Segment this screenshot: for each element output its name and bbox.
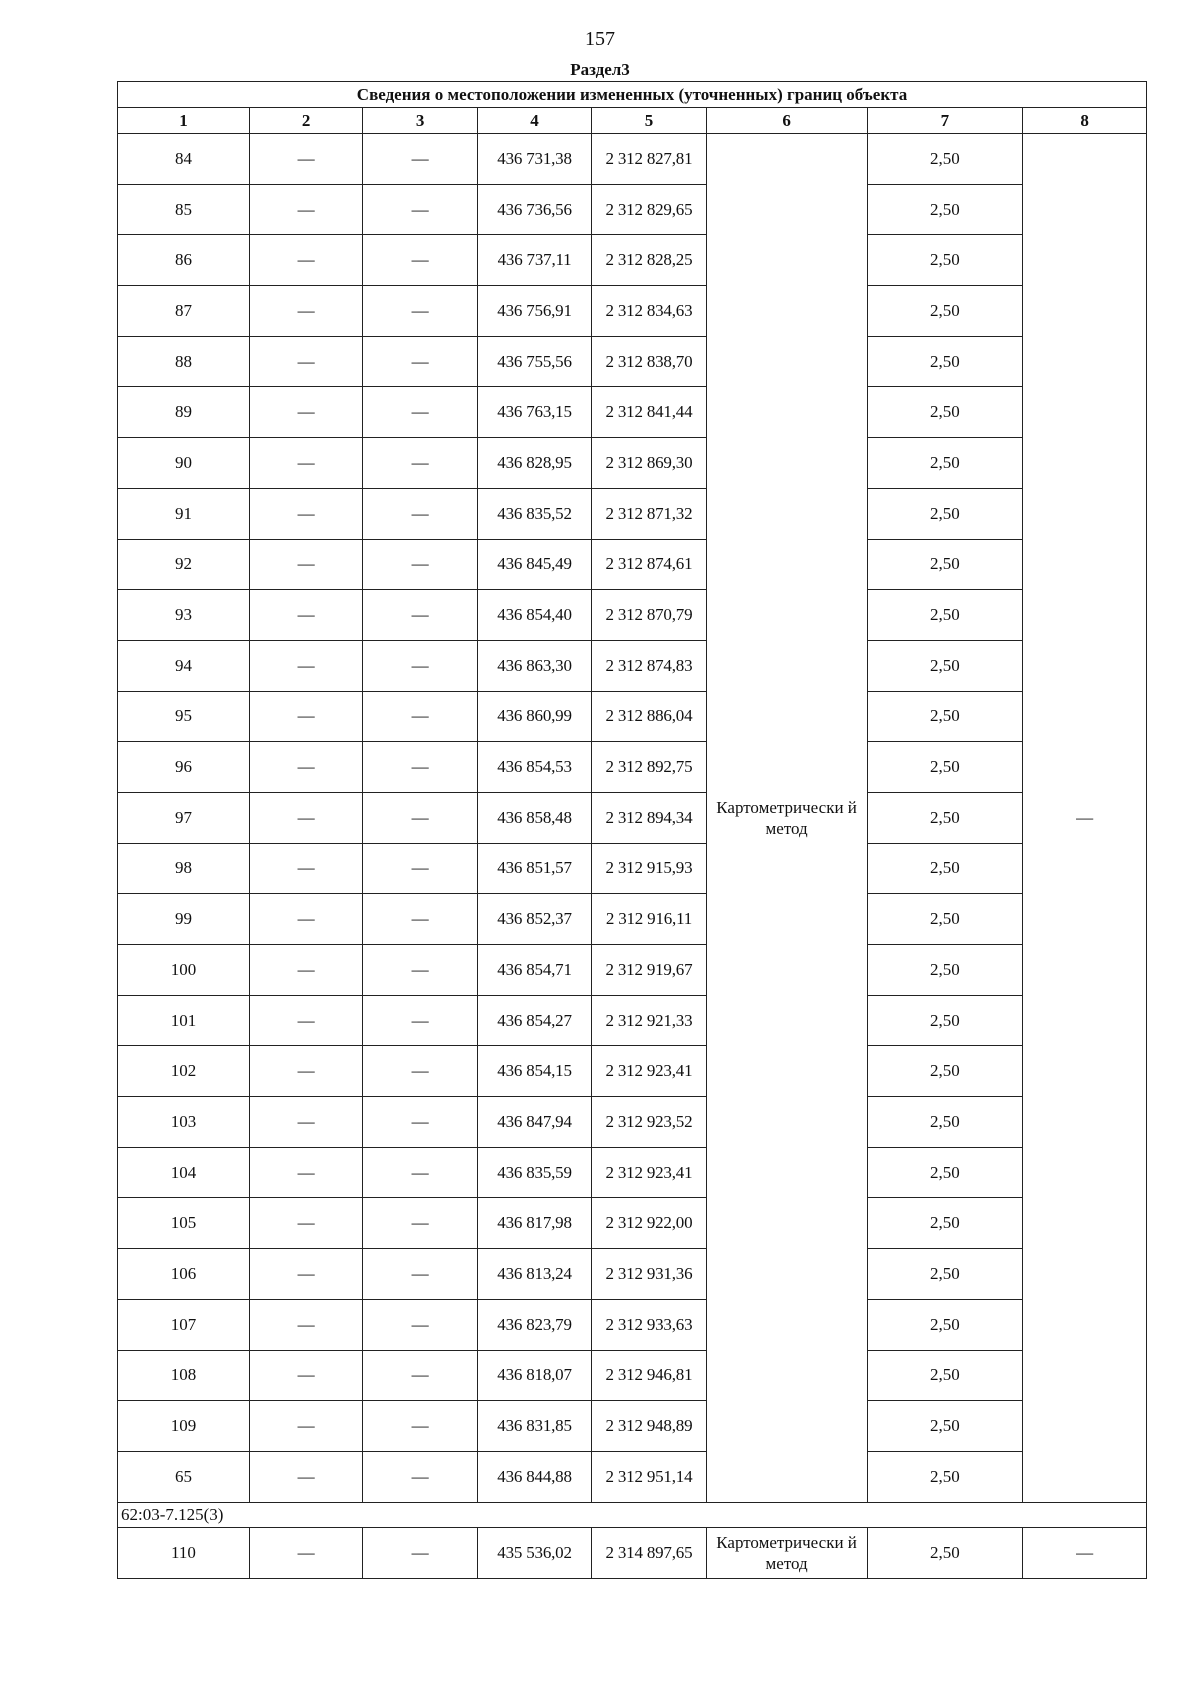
x-coordinate: 436 854,15 (477, 1046, 591, 1097)
x-coordinate: 436 851,57 (477, 843, 591, 894)
point-number: 107 (118, 1299, 250, 1350)
x-coordinate: 436 737,11 (477, 235, 591, 286)
point-number: 92 (118, 539, 250, 590)
col3-value: — (363, 590, 477, 641)
col7-value: 2,50 (867, 539, 1023, 590)
col3-value: — (363, 1299, 477, 1350)
col7-value: 2,50 (867, 235, 1023, 286)
col3-value: — (363, 1198, 477, 1249)
table-row (118, 1299, 1147, 1350)
column-number-6: 6 (706, 108, 867, 134)
table-row (118, 691, 1147, 742)
col3-value: — (363, 1046, 477, 1097)
point-number: 102 (118, 1046, 250, 1097)
x-coordinate: 436 845,49 (477, 539, 591, 590)
col3-value: — (363, 1097, 477, 1148)
x-coordinate: 436 844,88 (477, 1451, 591, 1502)
col2-value: — (249, 235, 362, 286)
col7-value: 2,50 (867, 1299, 1023, 1350)
table-row (118, 1198, 1147, 1249)
col7-value: 2,50 (867, 1147, 1023, 1198)
col2-value: — (249, 134, 362, 185)
x-coordinate: 436 854,27 (477, 995, 591, 1046)
x-coordinate: 436 854,53 (477, 742, 591, 793)
point-number: 110 (118, 1527, 250, 1578)
column-number-4: 4 (477, 108, 591, 134)
column-number-7: 7 (867, 108, 1023, 134)
col2-value: — (249, 1401, 362, 1452)
x-coordinate: 436 813,24 (477, 1249, 591, 1300)
table-row (118, 1147, 1147, 1198)
col3-value: — (363, 438, 477, 489)
col3-value: — (363, 488, 477, 539)
col8-value: — (1023, 1527, 1147, 1578)
col2-value: — (249, 995, 362, 1046)
table-caption: Сведения о местоположении измененных (уточненных) границ объекта (118, 82, 1147, 108)
section-title: Раздел3 (570, 60, 630, 79)
x-coordinate: 436 831,85 (477, 1401, 591, 1452)
col7-value: 2,50 (867, 1198, 1023, 1249)
col2-value: — (249, 945, 362, 996)
table-row (118, 387, 1147, 438)
col7-value: 2,50 (867, 336, 1023, 387)
table-row (118, 945, 1147, 996)
point-number: 109 (118, 1401, 250, 1452)
col3-value: — (363, 640, 477, 691)
method-cell: Картометрически й метод (706, 134, 867, 1503)
y-coordinate: 2 312 829,65 (592, 184, 706, 235)
col3-value: — (363, 1451, 477, 1502)
col2-value: — (249, 1451, 362, 1502)
y-coordinate: 2 312 874,83 (592, 640, 706, 691)
col3-value: — (363, 1147, 477, 1198)
y-coordinate: 2 312 827,81 (592, 134, 706, 185)
col7-value: 2,50 (867, 1527, 1023, 1578)
x-coordinate: 436 863,30 (477, 640, 591, 691)
table-row (118, 640, 1147, 691)
x-coordinate: 436 858,48 (477, 792, 591, 843)
y-coordinate: 2 312 886,04 (592, 691, 706, 742)
y-coordinate: 2 312 916,11 (592, 894, 706, 945)
point-number: 93 (118, 590, 250, 641)
points-body (118, 134, 1147, 1503)
col2-value: — (249, 286, 362, 337)
column-number-row (118, 108, 1147, 134)
col3-value: — (363, 235, 477, 286)
col8-value: — (1023, 134, 1147, 1503)
col7-value: 2,50 (867, 438, 1023, 489)
table-row (118, 742, 1147, 793)
x-coordinate: 436 756,91 (477, 286, 591, 337)
col7-value: 2,50 (867, 488, 1023, 539)
col7-value: 2,50 (867, 1249, 1023, 1300)
x-coordinate: 436 847,94 (477, 1097, 591, 1148)
table-row (118, 792, 1147, 843)
point-number: 106 (118, 1249, 250, 1300)
x-coordinate: 436 818,07 (477, 1350, 591, 1401)
y-coordinate: 2 312 828,25 (592, 235, 706, 286)
col2-value: — (249, 792, 362, 843)
x-coordinate: 436 736,56 (477, 184, 591, 235)
table-row (118, 184, 1147, 235)
col7-value: 2,50 (867, 134, 1023, 185)
table-row (118, 235, 1147, 286)
y-coordinate: 2 314 897,65 (592, 1527, 706, 1578)
y-coordinate: 2 312 948,89 (592, 1401, 706, 1452)
point-number: 104 (118, 1147, 250, 1198)
y-coordinate: 2 312 870,79 (592, 590, 706, 641)
x-coordinate: 436 731,38 (477, 134, 591, 185)
y-coordinate: 2 312 921,33 (592, 995, 706, 1046)
col3-value: — (363, 792, 477, 843)
col7-value: 2,50 (867, 843, 1023, 894)
point-number: 103 (118, 1097, 250, 1148)
table-row (118, 894, 1147, 945)
table-row (118, 995, 1147, 1046)
col3-value: — (363, 995, 477, 1046)
col7-value: 2,50 (867, 742, 1023, 793)
y-coordinate: 2 312 923,52 (592, 1097, 706, 1148)
point-number: 94 (118, 640, 250, 691)
col2-value: — (249, 539, 362, 590)
col2-value: — (249, 1249, 362, 1300)
y-coordinate: 2 312 838,70 (592, 336, 706, 387)
x-coordinate: 436 860,99 (477, 691, 591, 742)
point-number: 96 (118, 742, 250, 793)
col2-value: — (249, 1046, 362, 1097)
point-number: 97 (118, 792, 250, 843)
col7-value: 2,50 (867, 590, 1023, 641)
column-number-2: 2 (249, 108, 362, 134)
column-number-8: 8 (1023, 108, 1147, 134)
column-number-5: 5 (592, 108, 706, 134)
point-number: 89 (118, 387, 250, 438)
point-number: 88 (118, 336, 250, 387)
col2-value: — (249, 488, 362, 539)
boundary-coordinates-table (117, 81, 1147, 1579)
point-number: 98 (118, 843, 250, 894)
col2-value: — (249, 184, 362, 235)
point-number: 65 (118, 1451, 250, 1502)
col2-value: — (249, 640, 362, 691)
y-coordinate: 2 312 894,34 (592, 792, 706, 843)
table-row (118, 286, 1147, 337)
column-number-3: 3 (363, 108, 477, 134)
col7-value: 2,50 (867, 387, 1023, 438)
point-number: 100 (118, 945, 250, 996)
col3-value: — (363, 1249, 477, 1300)
col3-value: — (363, 134, 477, 185)
x-coordinate: 436 823,79 (477, 1299, 591, 1350)
point-number: 105 (118, 1198, 250, 1249)
table-row (118, 539, 1147, 590)
col3-value: — (363, 387, 477, 438)
col3-value: — (363, 843, 477, 894)
col7-value: 2,50 (867, 1097, 1023, 1148)
col7-value: 2,50 (867, 184, 1023, 235)
x-coordinate: 436 835,52 (477, 488, 591, 539)
col3-value: — (363, 336, 477, 387)
col2-value: — (249, 438, 362, 489)
col3-value: — (363, 539, 477, 590)
x-coordinate: 436 835,59 (477, 1147, 591, 1198)
x-coordinate: 435 536,02 (477, 1527, 591, 1578)
col2-value: — (249, 1350, 362, 1401)
y-coordinate: 2 312 874,61 (592, 539, 706, 590)
point-number: 86 (118, 235, 250, 286)
table-row (118, 843, 1147, 894)
x-coordinate: 436 852,37 (477, 894, 591, 945)
col3-value: — (363, 1350, 477, 1401)
table-row (118, 488, 1147, 539)
col7-value: 2,50 (867, 1401, 1023, 1452)
col2-value: — (249, 387, 362, 438)
col3-value: — (363, 286, 477, 337)
col3-value: — (363, 742, 477, 793)
point-number: 90 (118, 438, 250, 489)
col2-value: — (249, 590, 362, 641)
y-coordinate: 2 312 933,63 (592, 1299, 706, 1350)
column-number-1: 1 (118, 108, 250, 134)
table-row (118, 1451, 1147, 1502)
col7-value: 2,50 (867, 792, 1023, 843)
y-coordinate: 2 312 841,44 (592, 387, 706, 438)
col2-value: — (249, 1097, 362, 1148)
y-coordinate: 2 312 951,14 (592, 1451, 706, 1502)
table-row (118, 1401, 1147, 1452)
point-number: 101 (118, 995, 250, 1046)
table-row (118, 336, 1147, 387)
col7-value: 2,50 (867, 286, 1023, 337)
col2-value: — (249, 336, 362, 387)
y-coordinate: 2 312 919,67 (592, 945, 706, 996)
y-coordinate: 2 312 923,41 (592, 1147, 706, 1198)
col7-value: 2,50 (867, 995, 1023, 1046)
table-row (118, 1350, 1147, 1401)
table-row (118, 1249, 1147, 1300)
table-row (118, 1097, 1147, 1148)
col3-value: — (363, 945, 477, 996)
y-coordinate: 2 312 869,30 (592, 438, 706, 489)
col3-value: — (363, 691, 477, 742)
method-cell: Картометрически й метод (706, 1527, 867, 1578)
col3-value: — (363, 1527, 477, 1578)
col7-value: 2,50 (867, 640, 1023, 691)
y-coordinate: 2 312 931,36 (592, 1249, 706, 1300)
table-row (118, 438, 1147, 489)
point-number: 85 (118, 184, 250, 235)
col3-value: — (363, 894, 477, 945)
col3-value: — (363, 1401, 477, 1452)
page-number: 157 (585, 28, 615, 50)
point-number: 87 (118, 286, 250, 337)
y-coordinate: 2 312 946,81 (592, 1350, 706, 1401)
col7-value: 2,50 (867, 894, 1023, 945)
point-number: 91 (118, 488, 250, 539)
x-coordinate: 436 828,95 (477, 438, 591, 489)
group-label: 62:03-7.125(3) (118, 1502, 1147, 1527)
col7-value: 2,50 (867, 691, 1023, 742)
col2-value: — (249, 1147, 362, 1198)
x-coordinate: 436 763,15 (477, 387, 591, 438)
table-row (118, 590, 1147, 641)
table-row (118, 134, 1147, 185)
col7-value: 2,50 (867, 945, 1023, 996)
y-coordinate: 2 312 923,41 (592, 1046, 706, 1097)
col2-value: — (249, 742, 362, 793)
col7-value: 2,50 (867, 1046, 1023, 1097)
y-coordinate: 2 312 922,00 (592, 1198, 706, 1249)
col2-value: — (249, 1527, 362, 1578)
x-coordinate: 436 817,98 (477, 1198, 591, 1249)
col3-value: — (363, 184, 477, 235)
col2-value: — (249, 843, 362, 894)
col2-value: — (249, 1299, 362, 1350)
y-coordinate: 2 312 892,75 (592, 742, 706, 793)
col7-value: 2,50 (867, 1350, 1023, 1401)
y-coordinate: 2 312 871,32 (592, 488, 706, 539)
y-coordinate: 2 312 915,93 (592, 843, 706, 894)
col2-value: — (249, 894, 362, 945)
col7-value: 2,50 (867, 1451, 1023, 1502)
x-coordinate: 436 854,71 (477, 945, 591, 996)
table-row (118, 1527, 1147, 1578)
col2-value: — (249, 691, 362, 742)
x-coordinate: 436 854,40 (477, 590, 591, 641)
point-number: 108 (118, 1350, 250, 1401)
col2-value: — (249, 1198, 362, 1249)
table-row (118, 1046, 1147, 1097)
point-number: 95 (118, 691, 250, 742)
point-number: 84 (118, 134, 250, 185)
x-coordinate: 436 755,56 (477, 336, 591, 387)
point-number: 99 (118, 894, 250, 945)
y-coordinate: 2 312 834,63 (592, 286, 706, 337)
